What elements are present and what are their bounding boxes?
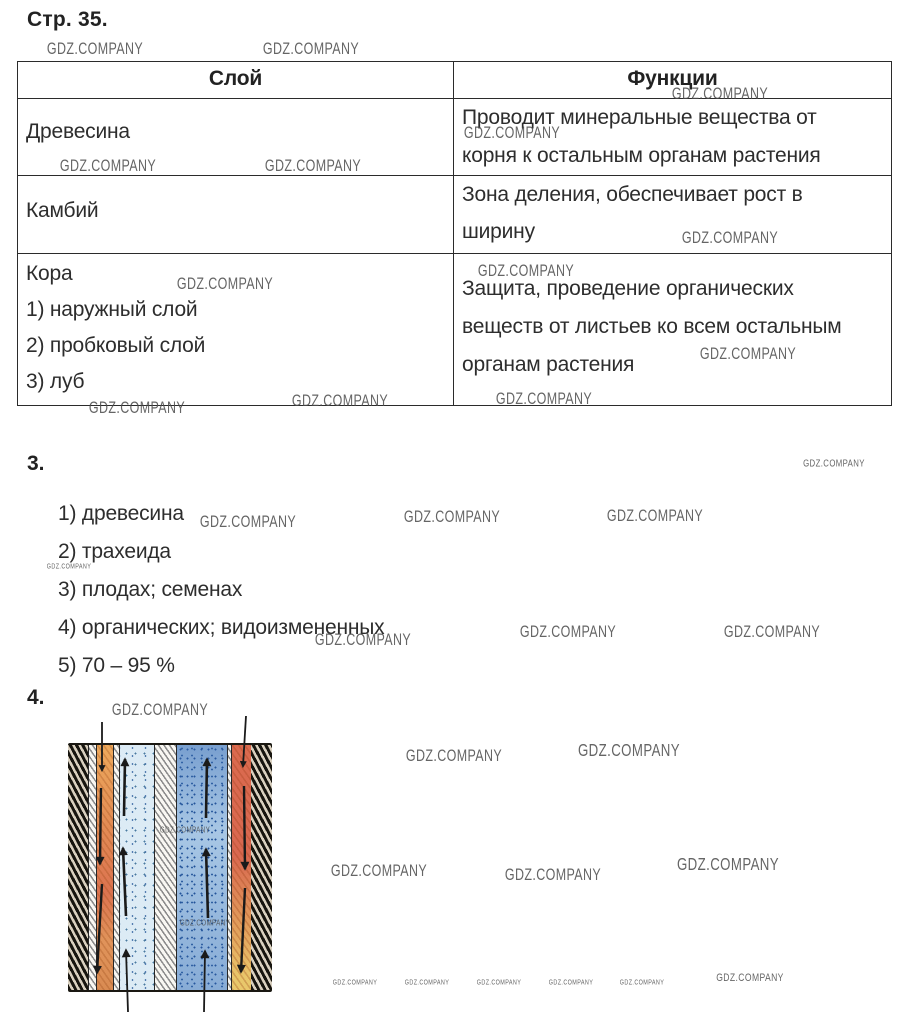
- answer-item: 3) плодах; семенах: [58, 578, 243, 601]
- watermark: GDZ.COMPANY: [159, 825, 211, 835]
- watermark: GDZ.COMPANY: [681, 229, 779, 248]
- cell-line: 2) пробковый слой: [26, 334, 206, 357]
- bark-layer-left: [68, 745, 88, 990]
- watermark: GDZ.COMPANY: [291, 392, 389, 411]
- watermark: GDZ.COMPANY: [111, 701, 209, 720]
- cell-line: Древесина: [26, 120, 130, 143]
- watermark: GDZ.COMPANY: [699, 345, 797, 364]
- section-3-number: 3.: [27, 452, 45, 475]
- pith-hatch-band: [154, 745, 177, 990]
- cambium-hatch-band: [113, 745, 120, 990]
- watermark: GDZ.COMPANY: [262, 40, 360, 59]
- watermark: GDZ.COMPANY: [504, 866, 602, 885]
- watermark: GDZ.COMPANY: [476, 979, 522, 987]
- cell-line: органам растения: [462, 353, 635, 376]
- watermark: GDZ.COMPANY: [519, 623, 617, 642]
- watermark: GDZ.COMPANY: [716, 971, 784, 985]
- cell-layer-kora: [18, 254, 454, 406]
- cell-line: Кора: [26, 262, 73, 285]
- watermark: GDZ.COMPANY: [46, 40, 144, 59]
- table-row: [18, 254, 892, 406]
- table-header-layer: Слой: [18, 62, 454, 99]
- watermark: GDZ.COMPANY: [199, 513, 297, 532]
- xylem-band-right: [177, 745, 227, 990]
- layers-functions-table: [17, 61, 892, 406]
- watermark: GDZ.COMPANY: [577, 740, 681, 761]
- watermark: GDZ.COMPANY: [606, 507, 704, 526]
- cell-layer-kambiy: [18, 176, 454, 254]
- phloem-band-right: [232, 745, 251, 990]
- watermark: GDZ.COMPANY: [671, 85, 769, 104]
- watermark: GDZ.COMPANY: [463, 124, 561, 143]
- watermark: GDZ.COMPANY: [332, 979, 378, 987]
- table-header-functions: Функции: [454, 62, 892, 99]
- watermark: GDZ.COMPANY: [405, 747, 503, 766]
- answer-item: 5) 70 – 95 %: [58, 654, 175, 677]
- cork-hatch-band: [88, 745, 97, 990]
- cell-line: веществ от листьев ко всем остальным: [462, 315, 842, 338]
- cell-line: Зона деления, обеспечивает рост в: [462, 183, 803, 206]
- watermark: GDZ.COMPANY: [676, 854, 780, 875]
- watermark: GDZ.COMPANY: [723, 623, 821, 642]
- stem-section-illustration: [68, 743, 272, 992]
- watermark: GDZ.COMPANY: [495, 390, 593, 409]
- watermark: GDZ.COMPANY: [477, 262, 575, 281]
- watermark: GDZ.COMPANY: [403, 508, 501, 527]
- section-4-number: 4.: [27, 686, 45, 709]
- watermark: GDZ.COMPANY: [330, 862, 428, 881]
- xylem-band-left: [120, 745, 154, 990]
- cell-line: Защита, проведение органических: [462, 277, 794, 300]
- watermark: GDZ.COMPANY: [404, 979, 450, 987]
- cell-functions-kora: [454, 254, 892, 406]
- page-title: Стр. 35.: [27, 8, 108, 31]
- answer-item: 2) трахеида: [58, 540, 171, 563]
- watermark: GDZ.COMPANY: [619, 979, 665, 987]
- cell-layer-drevesina: [18, 99, 454, 176]
- table-row: [18, 99, 892, 176]
- cell-line: ширину: [462, 220, 535, 243]
- watermark: GDZ.COMPANY: [803, 458, 865, 470]
- cell-line: 3) луб: [26, 370, 85, 393]
- phloem-band-left: [97, 745, 113, 990]
- cell-line: корня к остальным органам растения: [462, 144, 821, 167]
- watermark: GDZ.COMPANY: [59, 157, 157, 176]
- watermark: GDZ.COMPANY: [176, 275, 274, 294]
- watermark: GDZ.COMPANY: [179, 918, 231, 928]
- cell-line: Камбий: [26, 199, 99, 222]
- table-row: [18, 176, 892, 254]
- watermark: GDZ.COMPANY: [264, 157, 362, 176]
- cell-line: Проводит минеральные вещества от: [462, 106, 817, 129]
- watermark: GDZ.COMPANY: [548, 979, 594, 987]
- cell-line: 1) наружный слой: [26, 298, 198, 321]
- watermark: GDZ.COMPANY: [88, 399, 186, 418]
- table-header-row: [18, 62, 892, 99]
- cell-functions-drevesina: [454, 99, 892, 176]
- watermark: GDZ.COMPANY: [314, 631, 412, 650]
- section-3-answers: [58, 495, 384, 685]
- watermark: GDZ.COMPANY: [46, 563, 92, 571]
- bark-layer-right: [251, 745, 272, 990]
- answer-item: 4) органических; видоизмененных: [58, 616, 385, 639]
- answer-item: 1) древесина: [58, 502, 184, 525]
- cell-functions-kambiy: [454, 176, 892, 254]
